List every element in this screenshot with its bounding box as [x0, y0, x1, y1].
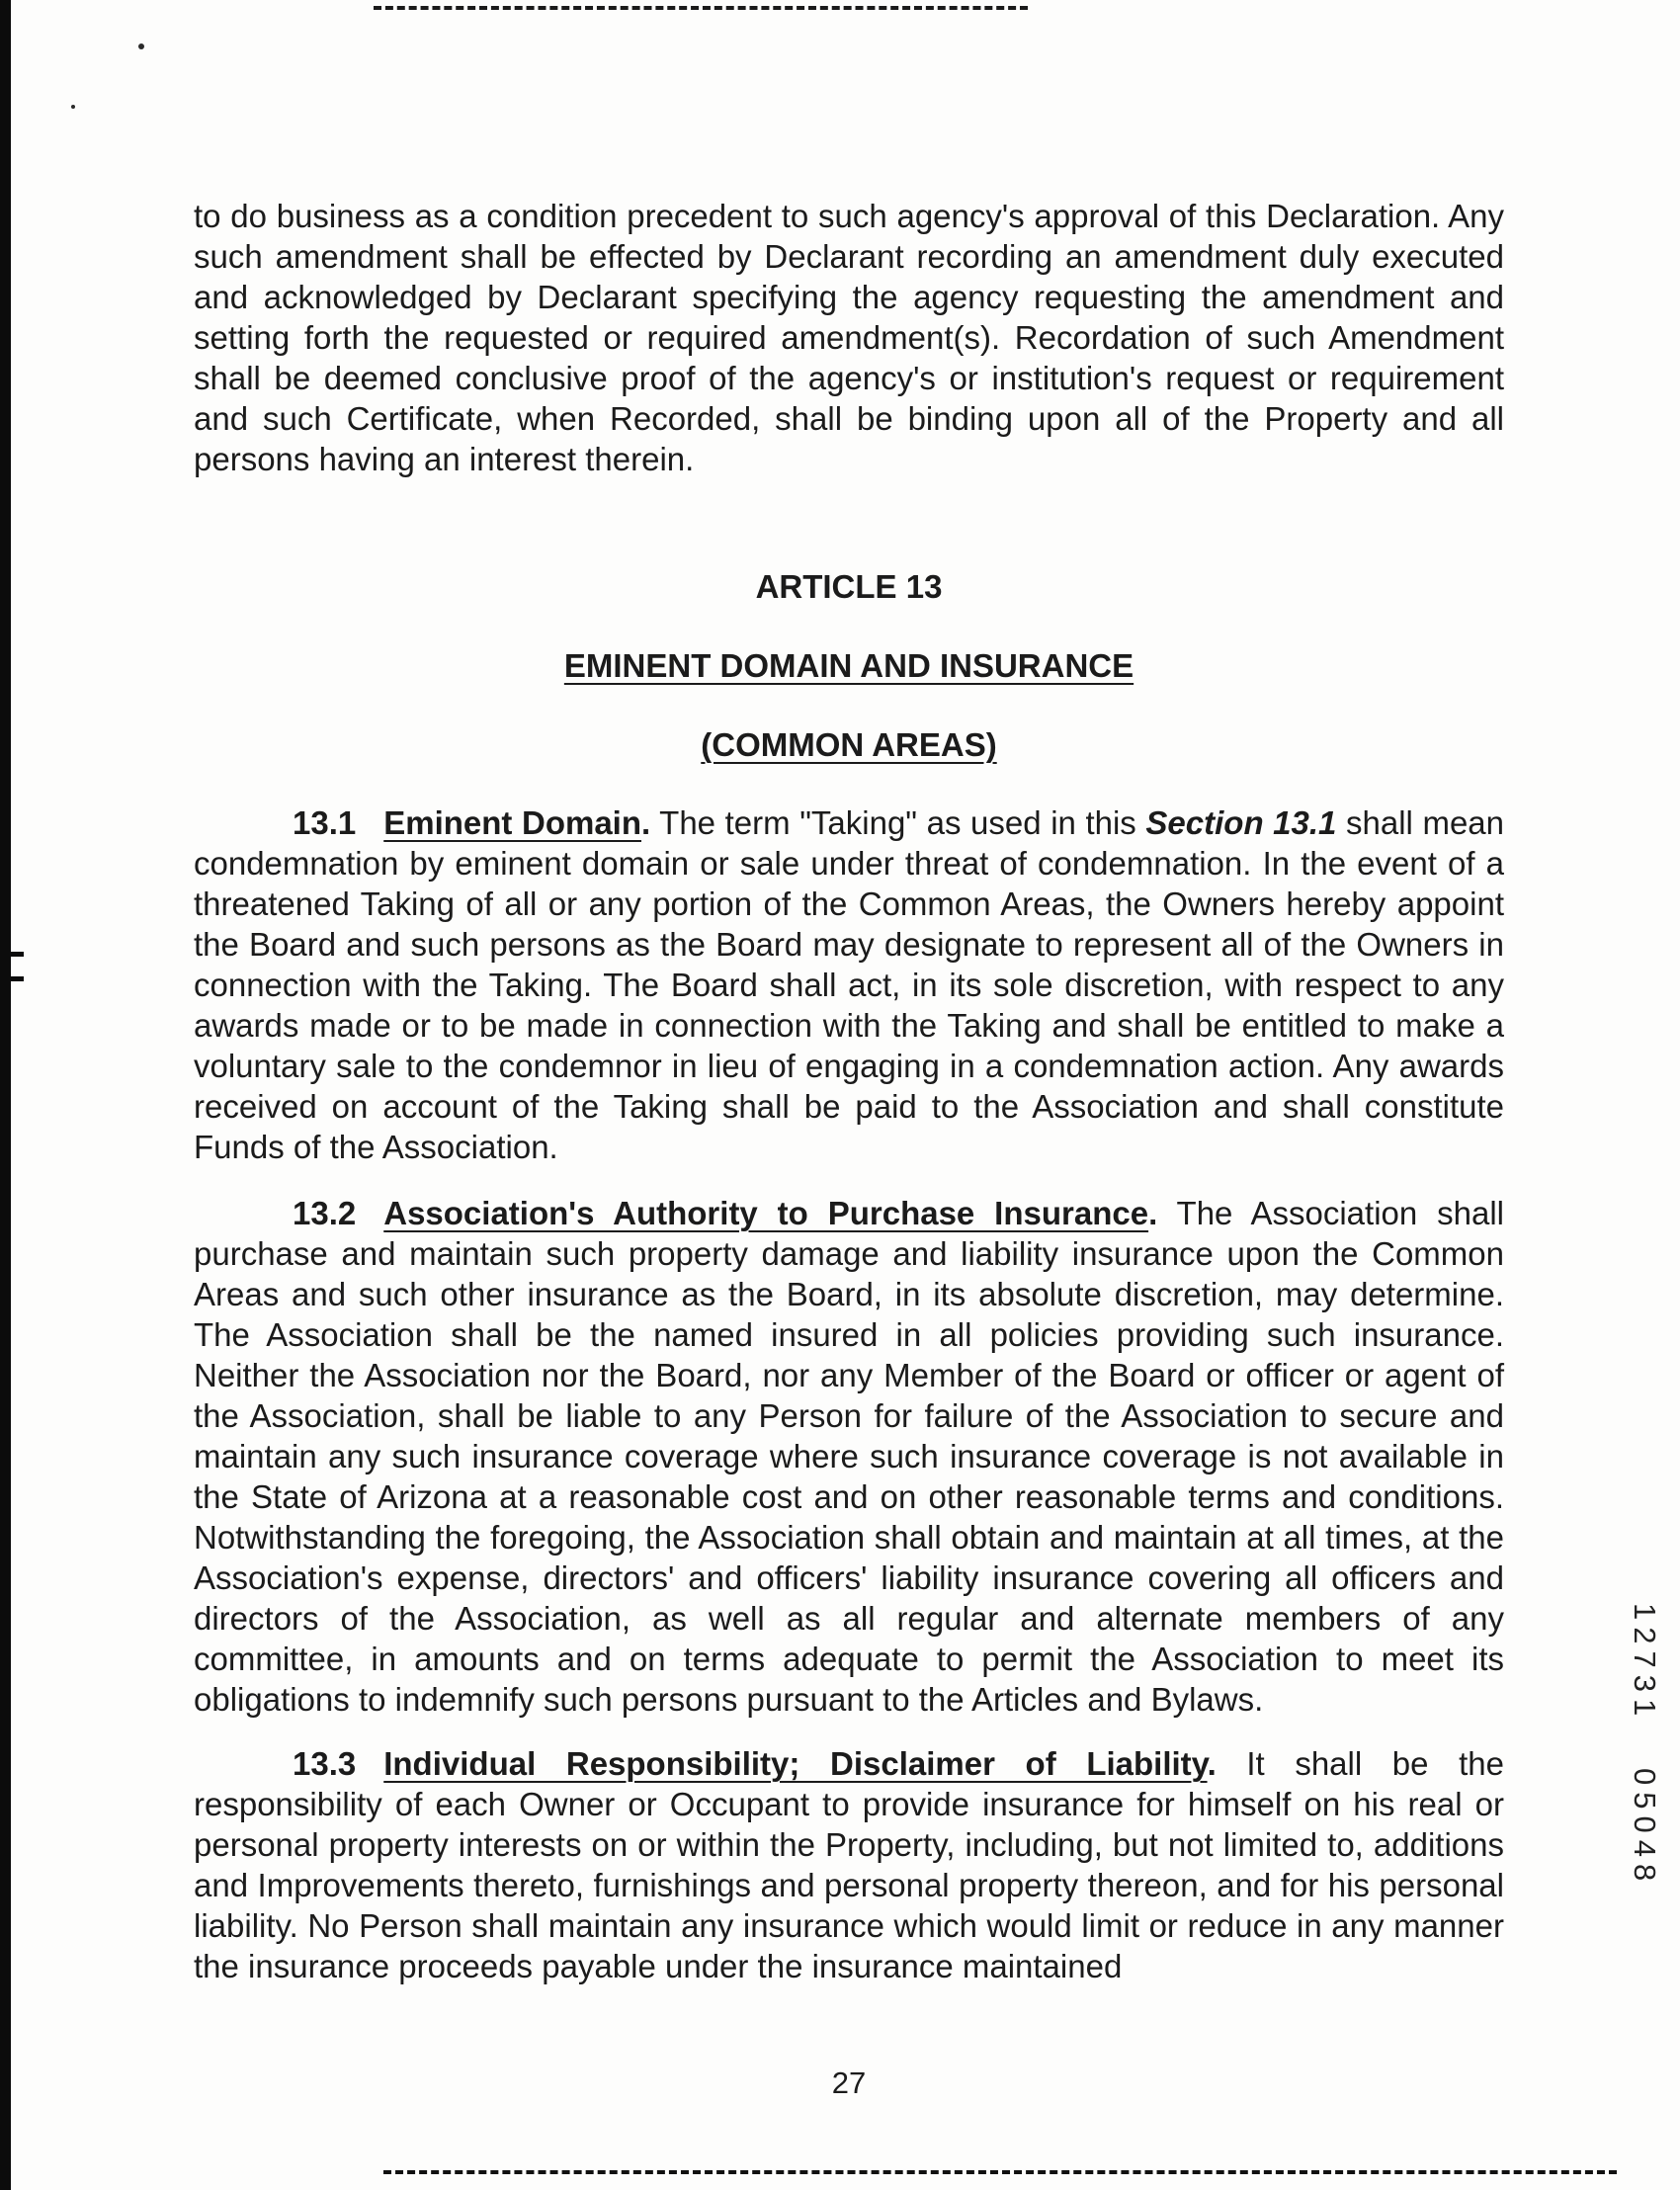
section-13-2-number: 13.2 [293, 1195, 357, 1231]
section-13-2 [194, 1193, 1504, 1720]
section-13-1-emphasis: Section 13.1 [1145, 804, 1337, 841]
section-13-1-title: Eminent Domain [383, 804, 642, 841]
recording-stamp-number-2: 05048 [1628, 1768, 1662, 1889]
recording-stamp-number-1: 12731 [1628, 1603, 1662, 1724]
section-13-1-text: shall mean condemnation by eminent domain or sale under threat of condemnation. In the event of a threatened Taking of all or any portion of the Common Areas, the Owners hereby appoint the Board and such persons as the Board may designate to represent all of the Owners in connection with the Taking. The Board shall act, in its sole discretion, with respect to any awards made or to be made in connection with the Taking and shall be entitled to make a voluntary sale to the condemnor in lieu of engaging in a condemnation action. Any awards received on account of the Taking shall be paid to the Association and shall constitute Funds of the Association. [194, 804, 1505, 1165]
section-13-1 [194, 802, 1504, 1167]
intro-paragraph: to do business as a condition precedent to such agency's approval of this Declaration. Any such amendment shall be effected by Declarant recording an amendment duly executed and acknowledged by Declarant specifying the agency requesting the amendment and setting forth the requested or required amendment(s). Recordation of such Amendment shall be deemed conclusive proof of the agency's or institution's request or requirement and such Certificate, when Recorded, shall be binding upon all of the Property and all persons having an interest therein. [194, 198, 1504, 477]
section-13-3-text: It shall be the responsibility of each Owner or Occupant to provide insurance for himself on his real or personal property interests on or within the Property, including, but not limited to, additions and Improvements thereto, furnishings and personal property thereon, and for his personal liability. No Person shall maintain any insurance which would limit or reduce in any manner the insurance proceeds payable under the insurance maintained [194, 1745, 1504, 1984]
scan-artifact-left-tick [0, 952, 24, 957]
article-label: ARTICLE 13 [755, 568, 943, 605]
section-13-1-text-pre: The term "Taking" as used in this [650, 804, 1146, 841]
section-13-3-title: Individual Responsibility; Disclaimer of Liability [383, 1745, 1208, 1782]
recording-stamp [1627, 1603, 1662, 1888]
scan-artifact-speck [71, 105, 75, 109]
section-13-3-number: 13.3 [293, 1745, 357, 1782]
section-13-1-number: 13.1 [293, 804, 357, 841]
section-13-2-text: The Association shall purchase and maintain such property damage and liability insurance upon the Common Areas and such other insurance as the Board, in its absolute discretion, may determine. The Association shall be the named insured in all policies providing such insurance. Neither the Association nor the Board, nor any Member of the Board or officer or agent of the Association, shall be liable to any Person for failure of the Association to secure and maintain any such insurance coverage where such insurance coverage is not available in the State of Arizona at a reasonable cost and on other reasonable terms and conditions. Notwithstanding the foregoing, the Association shall obtain and maintain at all times, at the Association's expense, directors' and officers' liability insurance covering all officers and directors of the Association, as well as all regular and alternate members of any committee, in amounts and on terms adequate to permit the Association to meet its obligations to indemnify such persons pursuant to the Articles and Bylaws. [194, 1195, 1504, 1718]
scan-artifact-bottom-dashed-line [383, 2170, 1617, 2174]
section-13-2-title: Association's Authority to Purchase Insurance [383, 1195, 1149, 1231]
document-content [194, 0, 1504, 1986]
page-number: 27 [831, 2065, 867, 2100]
section-13-2-period: . [1148, 1195, 1158, 1231]
scan-artifact-speck [138, 43, 144, 49]
section-13-1-period: . [641, 804, 651, 841]
section-13-3 [194, 1743, 1504, 1986]
article-subtitle: (COMMON AREAS) [701, 726, 997, 763]
scan-artifact-left-bar [0, 0, 11, 2190]
article-title: EMINENT DOMAIN AND INSURANCE [563, 647, 1134, 684]
scan-artifact-left-tick [0, 976, 24, 981]
section-13-2-text-pre [1157, 1195, 1176, 1231]
section-13-3-period: . [1207, 1745, 1217, 1782]
section-13-3-text-pre [1217, 1745, 1247, 1782]
